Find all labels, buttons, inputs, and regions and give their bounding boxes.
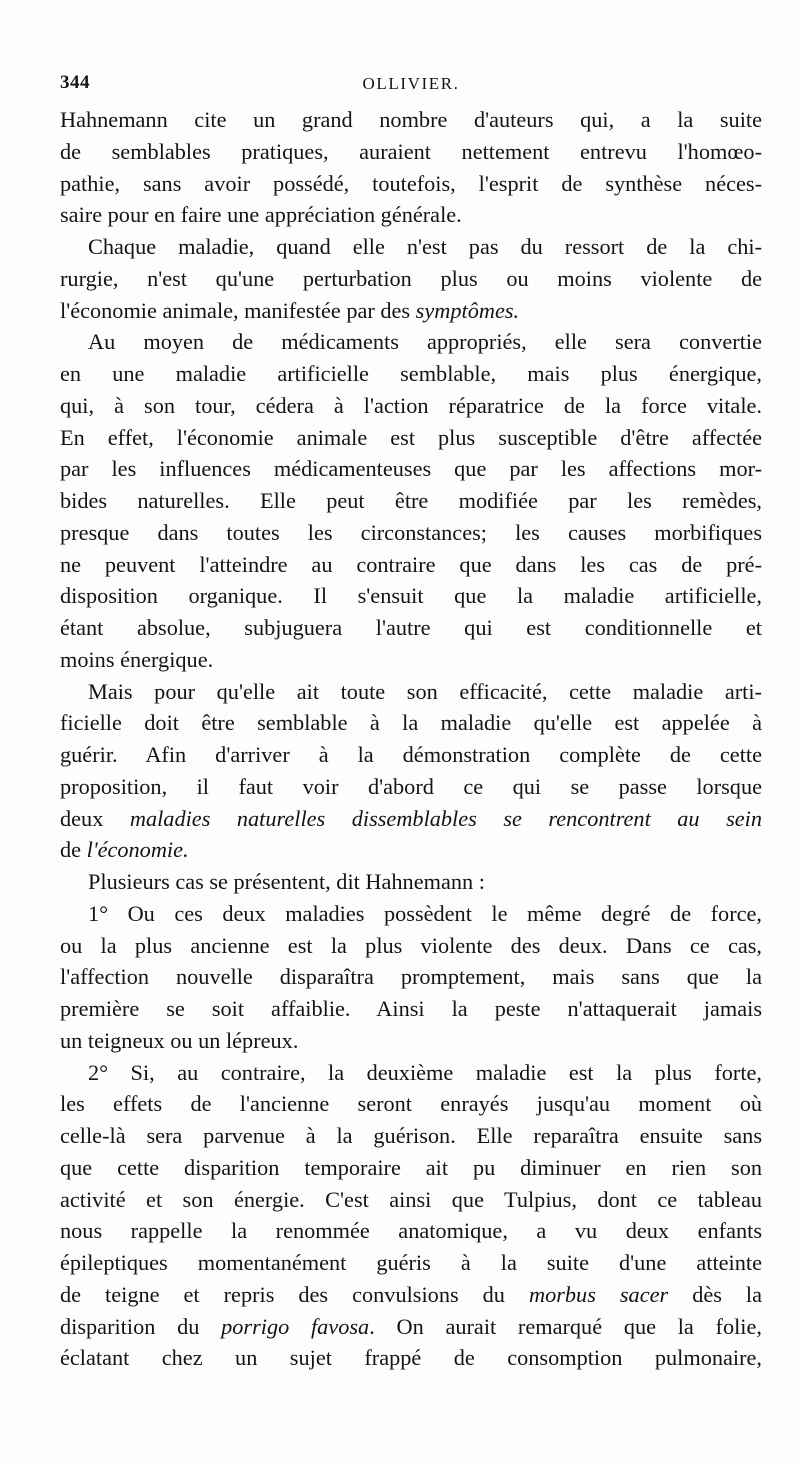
text-line: Au moyen de médicaments appropriés, elle sera convertie bbox=[88, 329, 762, 355]
text-line: en une maladie artificielle semblable, mais plus énergique, bbox=[60, 361, 762, 386]
italic-term: morbus sacer bbox=[528, 1281, 669, 1307]
italic-term: porrigo favosa bbox=[221, 1313, 370, 1339]
text-line: par les influences médicamenteuses que par les affections mor- bbox=[60, 456, 762, 482]
text-line: qui, à son tour, cédera à l'action réparatrice de la force vitale. bbox=[60, 392, 762, 418]
text-line: activité et son énergie. C'est ainsi que Tulpius, dont ce tableau bbox=[60, 1186, 762, 1212]
text-line: guérir. Afin d'arriver à la démonstration complète de cette bbox=[60, 742, 762, 767]
text-line bbox=[60, 1311, 762, 1343]
text-fragment: de teigne et repris des convulsions du bbox=[60, 1281, 505, 1307]
text-line: saire pour en faire une appréciation générale. bbox=[60, 202, 462, 228]
text-line bbox=[60, 1279, 762, 1311]
text-line: ne peuvent l'atteindre au contraire que dans les cas de pré- bbox=[60, 551, 762, 577]
text-line: moins énergique. bbox=[60, 646, 214, 672]
text-line: proposition, il faut voir d'abord ce qui se passe lorsque bbox=[60, 773, 762, 799]
text-line: ficielle doit être semblable à la maladie qu'elle est appelée à bbox=[60, 710, 762, 736]
text-line: nous rappelle la renommée anatomique, a vu deux enfants bbox=[60, 1218, 762, 1244]
text-fragment: deux bbox=[60, 805, 104, 831]
text-line: étant absolue, subjuguera l'autre qui est conditionnelle et bbox=[60, 615, 762, 640]
text-line: rurgie, n'est qu'une perturbation plus ou moins violente de bbox=[60, 265, 762, 291]
page-number: 344 bbox=[60, 72, 90, 93]
text-line: première se soit affaiblie. Ainsi la peste n'attaquerait jamais bbox=[60, 996, 762, 1021]
body-text bbox=[60, 104, 762, 1374]
text-line: pathie, sans avoir possédé, toutefois, l'esprit de synthèse néces- bbox=[60, 170, 762, 196]
italic-phrase: maladies naturelles dissemblables se rencontrent au sein bbox=[129, 805, 762, 831]
text-line: En effet, l'économie animale est plus susceptible d'être affectée bbox=[60, 424, 762, 450]
text-line: éclatant chez un sujet frappé de consomption pulmonaire, bbox=[60, 1345, 762, 1371]
text-line: bides naturelles. Elle peut être modifiée par les remèdes, bbox=[60, 488, 762, 513]
text-line: presque dans toutes les circonstances; les causes morbifiques bbox=[60, 519, 762, 545]
text-fragment: . On aurait remarqué que la folie, bbox=[369, 1313, 762, 1339]
text-line bbox=[60, 834, 762, 866]
text-line: 2° Si, au contraire, la deuxième maladie est la plus forte, bbox=[88, 1059, 762, 1085]
text-fragment: disparition du bbox=[60, 1313, 200, 1339]
page-header bbox=[60, 72, 762, 100]
text-line: épileptiques momentanément guéris à la suite d'une atteinte bbox=[60, 1250, 762, 1275]
text-line bbox=[60, 295, 762, 327]
text-line: Mais pour qu'elle ait toute son efficacité, cette maladie arti- bbox=[88, 678, 762, 704]
text-line: les effets de l'ancienne seront enrayés jusqu'au moment où bbox=[60, 1091, 762, 1117]
text-line: 1° Ou ces deux maladies possèdent le même degré de force, bbox=[88, 900, 762, 926]
text-line: de semblables pratiques, auraient nettement entrevu l'homœo- bbox=[60, 138, 762, 164]
text-line: un teigneux ou un lépreux. bbox=[60, 1027, 299, 1053]
italic-phrase: l'économie. bbox=[86, 837, 189, 863]
text-line: disposition organique. Il s'ensuit que la maladie artificielle, bbox=[60, 583, 762, 609]
italic-term: symptômes. bbox=[415, 297, 520, 323]
text-line: ou la plus ancienne est la plus violente des deux. Dans ce cas, bbox=[60, 932, 762, 958]
text-fragment: de bbox=[60, 837, 82, 863]
running-head: OLLIVIER. bbox=[362, 74, 460, 93]
text-line: Plusieurs cas se présentent, dit Hahnemann : bbox=[88, 869, 485, 894]
text-fragment: l'économie animale, manifestée par des bbox=[60, 297, 411, 323]
text-line: celle-là sera parvenue à la guérison. Elle reparaîtra ensuite sans bbox=[60, 1123, 762, 1148]
text-line: l'affection nouvelle disparaîtra promptement, mais sans que la bbox=[60, 964, 762, 990]
text-fragment: dès la bbox=[692, 1281, 763, 1307]
text-line: que cette disparition temporaire ait pu diminuer en rien son bbox=[60, 1154, 762, 1180]
text-line: Hahnemann cite un grand nombre d'auteurs qui, a la suite bbox=[60, 107, 762, 132]
text-line: Chaque maladie, quand elle n'est pas du ressort de la chi- bbox=[88, 234, 762, 259]
text-line bbox=[60, 803, 762, 835]
